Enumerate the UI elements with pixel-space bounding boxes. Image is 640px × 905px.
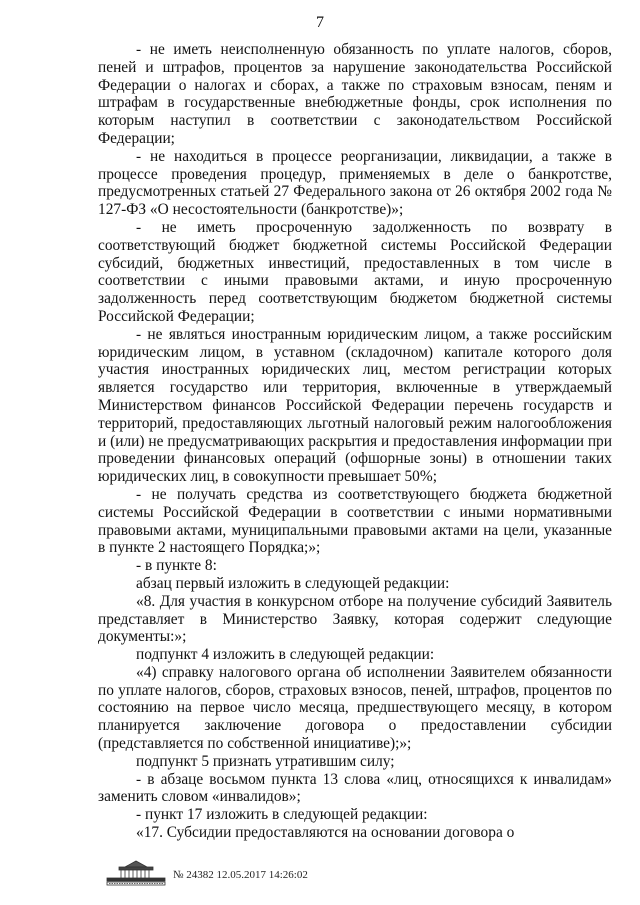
paragraph-point-8: - в пункте 8: [136, 557, 217, 575]
paragraph-quote-4: «4) справку налогового органа об исполнении Заявителем обязанности по уплате налогов, сборов, страховых взносов, пеней, штрафов, процентов по состоянию на первое число месяца, предшествующего месяцу, в котором планируется заключение договора о предоставлении субсидии (представляется по собственной инициативе);»; [98, 663, 612, 753]
paragraph-quote-17: «17. Субсидии предоставляются на основании договора о [136, 824, 515, 842]
paragraph-point-13: - в абзаце восьмом пункта 13 слова «лиц, относящихся к инвалидам» заменить словом «инвалидов»; [98, 770, 612, 806]
paragraph-point-17: - пункт 17 изложить в следующей редакции: [136, 806, 428, 824]
paragraph-no-tax-debt: - не иметь неисполненную обязанность по уплате налогов, сборов, пеней и штрафов, процентов за нарушение законодательства Российской Федерации о налогах и сборах, а также по страховым взносам, пеням и штрафам в государственные внебюджетные фонды, срок исполнения по которым наступил в соответствии с законодательством Российской Федерации; [98, 41, 612, 147]
paragraph-first-abzac: абзац первый изложить в следующей редакции: [136, 574, 450, 592]
paragraph-subpoint-5: подпункт 5 признать утратившим силу; [136, 752, 395, 770]
paragraph-no-reorganization: - не находиться в процессе реорганизации, ликвидации, а также в процессе проведения процедур, применяемых в деле о банкротстве, предусмотренных статьей 27 Федерального закона от 26 октября 2002 года № 127-ФЗ «О несостоятельности (банкротстве)»; [98, 147, 612, 219]
registration-number: № 24382 12.05.2017 14:26:02 [173, 869, 308, 881]
paragraph-no-overdue-debt: - не иметь просроченную задолженность по возврату в соответствующий бюджет бюджетной системы Российской Федерации субсидий, бюджетных инвестиций, предоставленных в том числе в соответствии с иными правовыми актами, и иную просроченную задолженность перед соответствующим бюджетом бюджетной системы Российской Федерации; [98, 218, 612, 325]
paragraph-subpoint-4: подпункт 4 изложить в следующей редакции: [136, 646, 435, 664]
document-body [98, 41, 612, 842]
government-building-stamp-icon [105, 858, 167, 886]
document-footer [105, 858, 425, 888]
paragraph-no-other-funds: - не получать средства из соответствующего бюджета бюджетной системы Российской Федерации в соответствии с иными нормативными правовыми актами, муниципальными правовыми актами на цели, указанные в пункте 2 настоящего Порядка;»; [98, 485, 612, 557]
paragraph-quote-8: «8. Для участия в конкурсном отборе на получение субсидий Заявитель представляет в Министерство Заявку, которая содержит следующие документы:»; [98, 592, 612, 646]
paragraph-not-foreign-entity: - не являться иностранным юридическим лицом, а также российским юридическим лицом, в уставном (складочном) капитале которого доля участия иностранных юридических лиц, местом регистрации которых является государство или территория, включенные в утверждаемый Министерством финансов Российской Федерации перечень государств и территорий, предоставляющих льготный налоговый режим налогообложения и (или) не предусматривающих раскрытия и предоставления информации при проведении финансовых операций (офшорные зоны) в отношении таких юридических лиц, в совокупности превышает 50%; [98, 325, 612, 486]
page-number: 7 [316, 14, 324, 31]
